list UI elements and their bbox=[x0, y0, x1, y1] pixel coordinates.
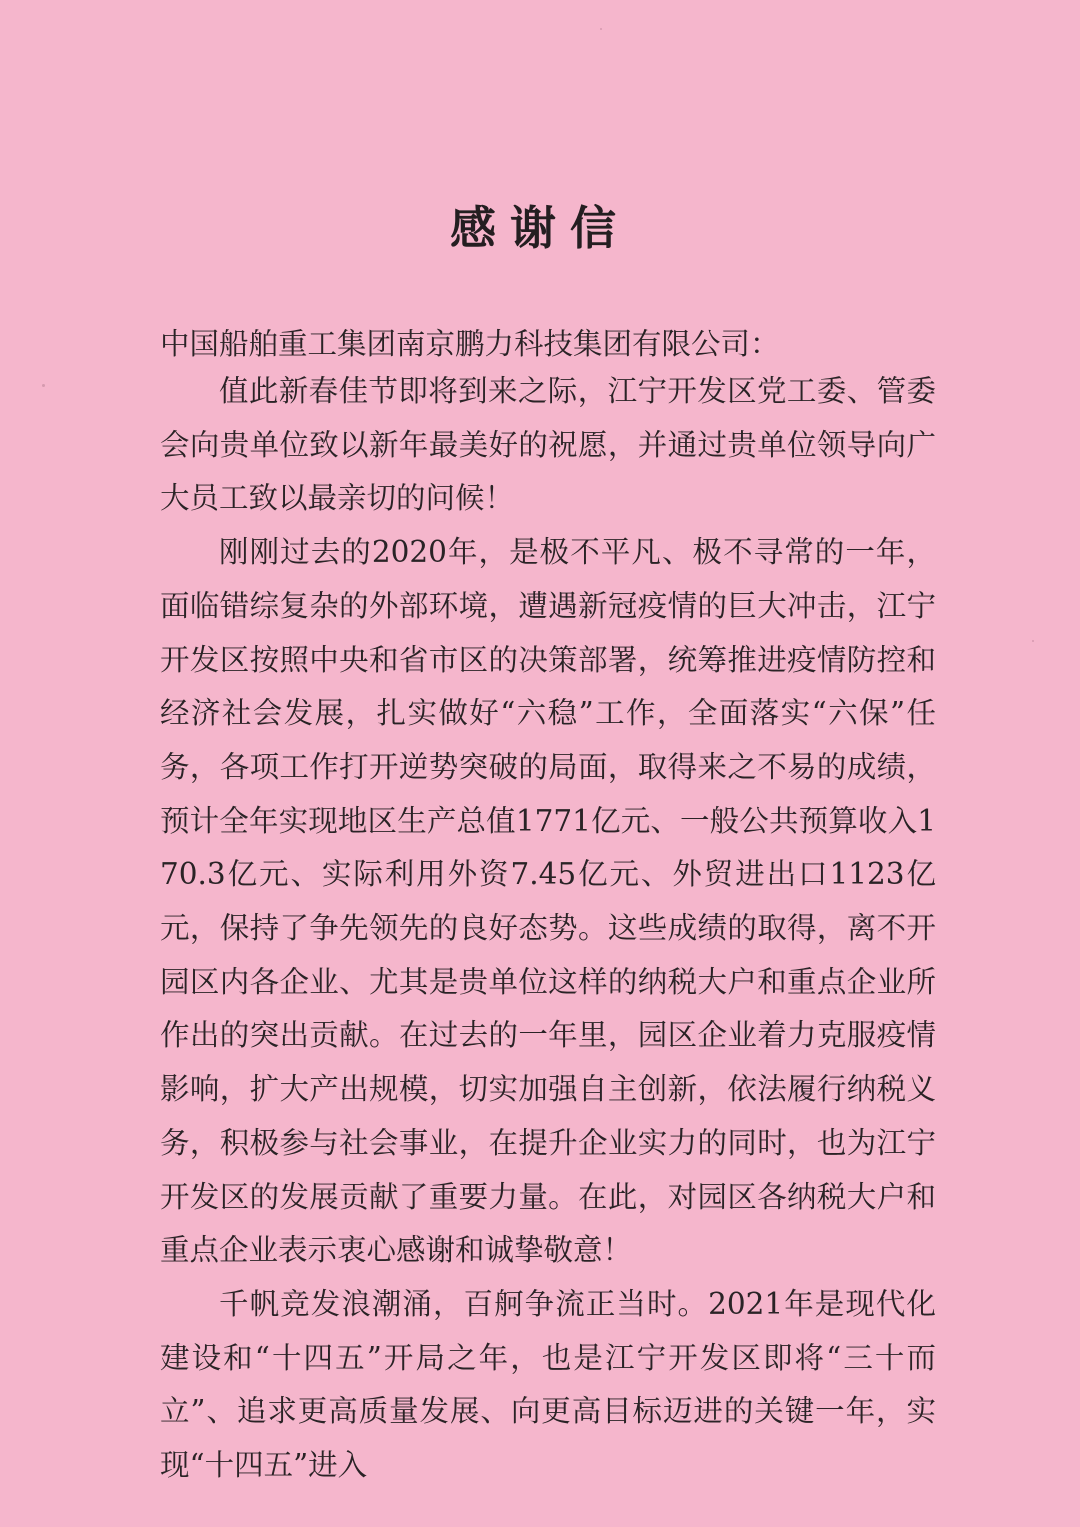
letter-body bbox=[160, 365, 936, 1493]
paragraph-review-2020: 刚刚过去的2020年，是极不平凡、极不寻常的一年，面临错综复杂的外部环境，遭遇新冠疫情的巨大冲击，江宁开发区按照中央和省市区的决策部署，统筹推进疫情防控和经济社会发展，扎实做好“六稳”工作，全面落实“六保”任务，各项工作打开逆势突破的局面，取得来之不易的成绩，预计全年实现地区生产总值1771亿元、一般公共预算收入170.3亿元、实际利用外资7.45亿元、外贸进出口1123亿元，保持了争先领先的良好态势。这些成绩的取得，离不开园区内各企业、尤其是贵单位这样的纳税大户和重点企业所作出的突出贡献。在过去的一年里，园区企业着力克服疫情影响，扩大产出规模，切实加强自主创新，依法履行纳税义务，积极参与社会事业，在提升企业实力的同时，也为江宁开发区的发展贡献了重要力量。在此，对园区各纳税大户和重点企业表示衷心感谢和诚挚敬意！ bbox=[160, 535, 936, 1268]
paper-speck bbox=[42, 384, 45, 387]
paragraph-greeting: 值此新春佳节即将到来之际，江宁开发区党工委、管委会向贵单位致以新年最美好的祝愿，并通过贵单位领导向广大员工致以最亲切的问候！ bbox=[160, 374, 936, 516]
paragraph-outlook-2021: 千帆竞发浪潮涌，百舸争流正当时。2021年是现代化建设和“十四五”开局之年，也是江宁开发区即将“三十而立”、追求更高质量发展、向更高目标迈进的关键一年，实现“十四五”进入 bbox=[160, 1286, 936, 1483]
letter-title: 感谢信 bbox=[450, 201, 630, 255]
paper-speck bbox=[1032, 640, 1034, 642]
letter-salutation: 中国船舶重工集团南京鹏力科技集团有限公司： bbox=[160, 327, 780, 361]
paper-speck bbox=[600, 28, 602, 30]
